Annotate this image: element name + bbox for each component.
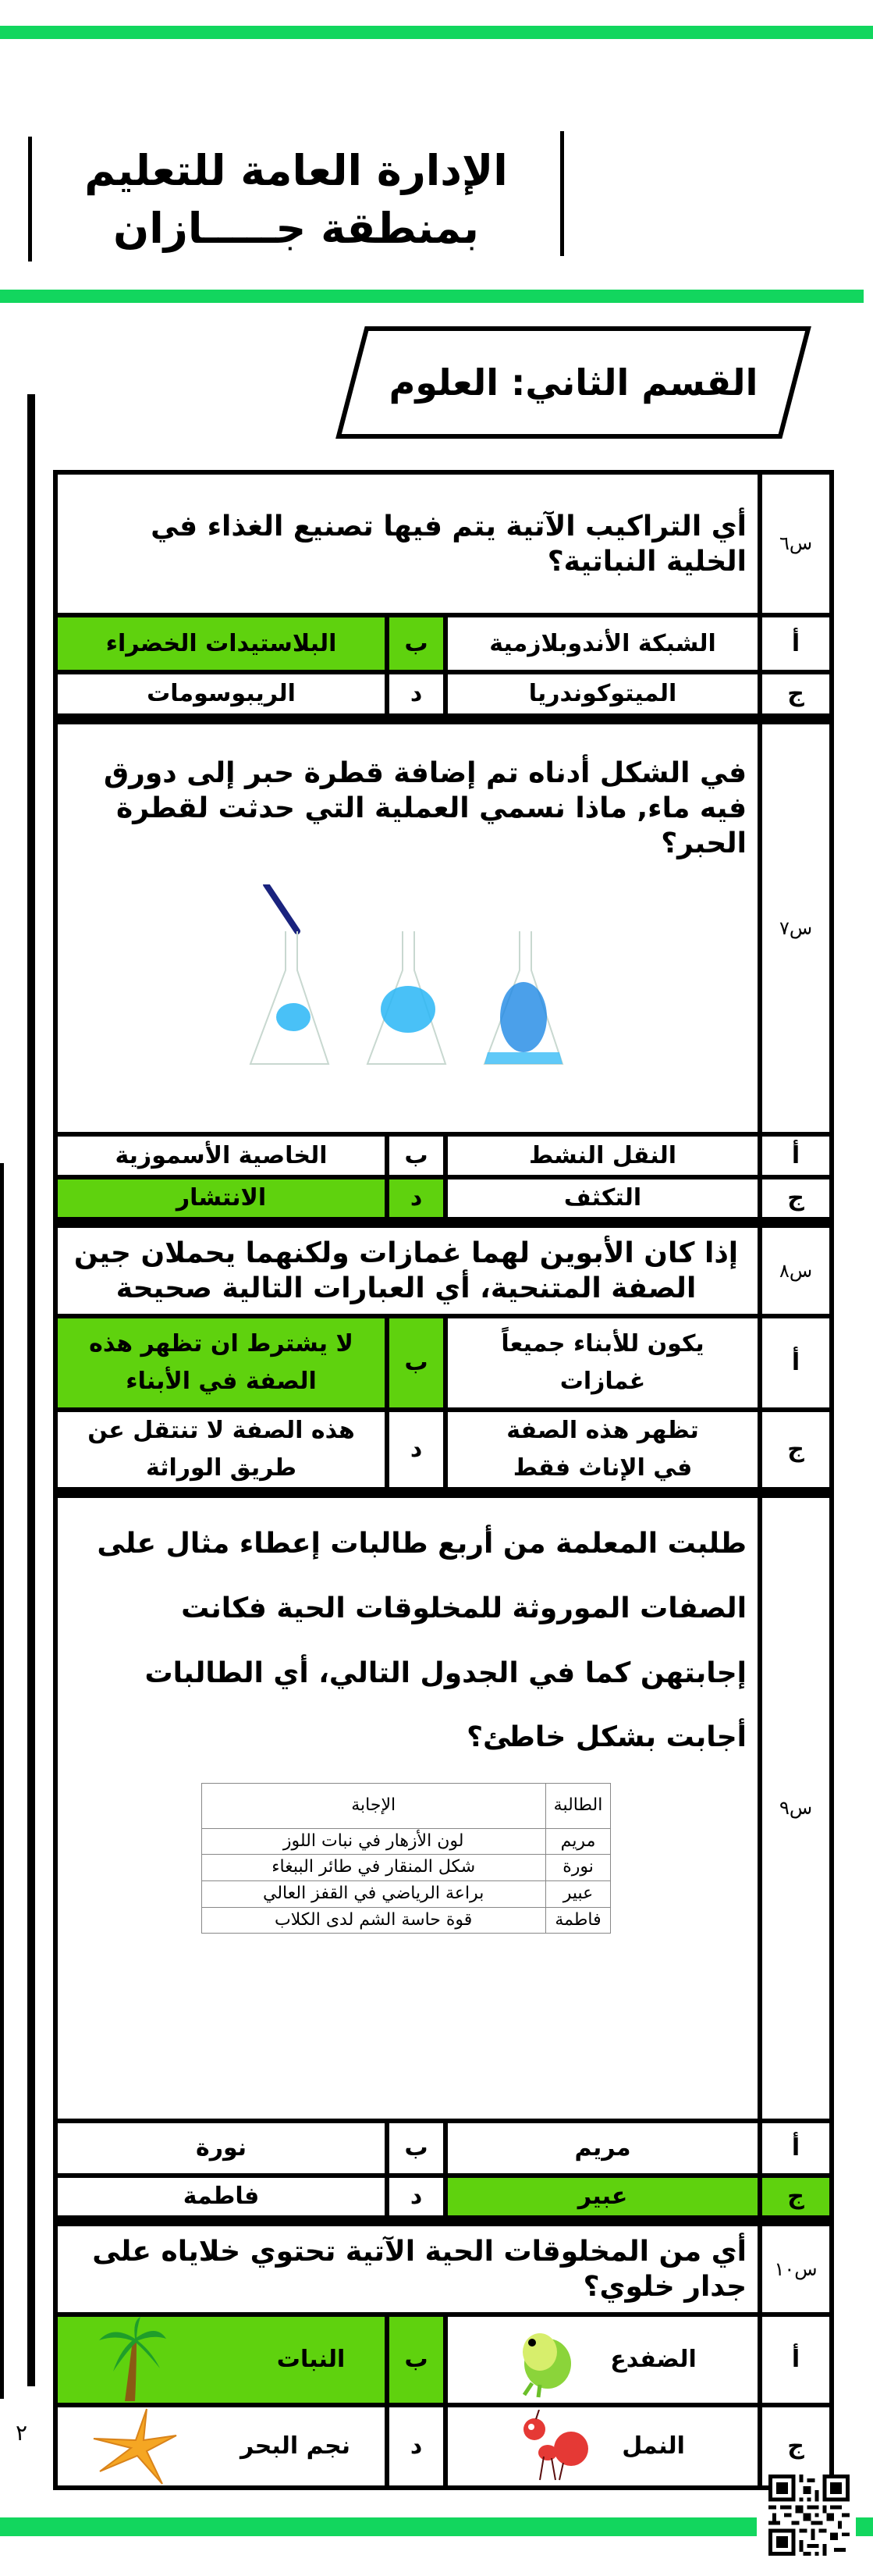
question-cell bbox=[55, 1493, 760, 2121]
option-letter: أ bbox=[760, 2314, 832, 2405]
option-letter: ج bbox=[760, 2176, 832, 2221]
option-letter: أ bbox=[760, 1134, 832, 1177]
student-name: مريم bbox=[545, 1828, 611, 1855]
ant-icon bbox=[520, 2410, 591, 2484]
question-number: س٧ bbox=[760, 719, 832, 1134]
options-row bbox=[55, 1410, 832, 1493]
header-right-divider bbox=[560, 131, 564, 256]
section-title-box bbox=[335, 324, 811, 441]
options-row bbox=[55, 2314, 832, 2405]
option-c[interactable]: التكثف bbox=[445, 1177, 760, 1222]
frog-icon bbox=[509, 2321, 579, 2399]
options-row bbox=[55, 2176, 832, 2221]
student-name: فاطمة bbox=[545, 1907, 611, 1934]
question-number: س٦ bbox=[760, 472, 832, 615]
question-row-9 bbox=[55, 1493, 832, 2121]
question-number: س٨ bbox=[760, 1222, 832, 1316]
options-row bbox=[55, 615, 832, 672]
student-answers-table bbox=[201, 1783, 612, 1934]
student-answer: لون الأزهار في نبات اللوز bbox=[201, 1828, 545, 1855]
column-header-answer: الإجابة bbox=[201, 1784, 545, 1829]
student-answer: شكل المنقار في طائر الببغاء bbox=[201, 1855, 545, 1881]
qr-code-icon[interactable] bbox=[768, 2473, 850, 2557]
top-green-bar bbox=[0, 26, 873, 39]
footer-green-bar bbox=[0, 2517, 757, 2536]
question-text: طلبت المعلمة من أربع طالبات إعطاء مثال على الصفات الموروثة للمخلوقات الحية فكانت إجابتهن كما في الجدول التالي، أي الطالبات أجابت بشكل خاطئ؟ bbox=[97, 1528, 747, 1754]
option-d[interactable]: هذه الصفة لا تنتقل عن طريق الوراثة bbox=[55, 1410, 387, 1493]
option-letter: ج bbox=[760, 672, 832, 719]
option-letter: ب bbox=[387, 615, 445, 672]
option-letter: ج bbox=[760, 1177, 832, 1222]
palm-tree-icon bbox=[98, 2317, 168, 2403]
question-row-6 bbox=[55, 472, 832, 615]
options-row bbox=[55, 1134, 832, 1177]
option-d[interactable]: فاطمة bbox=[55, 2176, 387, 2221]
option-a[interactable]: يكون للأبناء جميعاً غمازات bbox=[445, 1316, 760, 1410]
option-letter: ب bbox=[387, 2121, 445, 2176]
left-thick-rule bbox=[27, 394, 35, 2386]
option-letter: د bbox=[387, 1410, 445, 1493]
options-row bbox=[55, 672, 832, 719]
student-name: نورة bbox=[545, 1855, 611, 1881]
header-line-2: بمنطقة جـــــازان bbox=[113, 204, 479, 253]
option-letter: ب bbox=[387, 2314, 445, 2405]
option-letter: أ bbox=[760, 1316, 832, 1410]
student-table-row bbox=[201, 1855, 611, 1881]
option-c[interactable]: تظهر هذه الصفة في الإناث فقط bbox=[445, 1410, 760, 1493]
option-c[interactable]: الميتوكوندريا bbox=[445, 672, 760, 719]
options-row bbox=[55, 2405, 832, 2488]
student-answer: براعة الرياضي في القفز العالي bbox=[201, 1880, 545, 1907]
option-letter: ج bbox=[760, 1410, 832, 1493]
option-letter: د bbox=[387, 2405, 445, 2488]
header-green-bar bbox=[0, 290, 864, 303]
option-c[interactable] bbox=[445, 2405, 760, 2488]
section-title: القسم الثاني: العلوم bbox=[389, 361, 758, 404]
page-number: ٢ bbox=[16, 2420, 28, 2446]
option-b[interactable]: الخاصية الأسموزية bbox=[55, 1134, 387, 1177]
option-c-correct[interactable]: عبير bbox=[445, 2176, 760, 2221]
student-name: عبير bbox=[545, 1880, 611, 1907]
option-letter: د bbox=[387, 1177, 445, 1222]
left-thin-rule bbox=[0, 1163, 4, 2399]
option-a-label: الضفدع bbox=[610, 2346, 697, 2373]
student-table-header bbox=[201, 1784, 611, 1829]
question-cell bbox=[55, 719, 760, 1134]
flasks-image bbox=[243, 884, 570, 1087]
options-row bbox=[55, 1316, 832, 1410]
starfish-icon bbox=[92, 2407, 178, 2485]
question-text: إذا كان الأبوين لهما غمازات ولكنهما يحملان جين الصفة المتنحية، أي العبارات التالية صحيحة bbox=[55, 1222, 760, 1316]
option-letter: أ bbox=[760, 2121, 832, 2176]
question-text: أي التراكيب الآتية يتم فيها تصنيع الغذاء في الخلية النباتية؟ bbox=[55, 472, 760, 615]
question-number: س٩ bbox=[760, 1493, 832, 2121]
question-text: أي من المخلوقات الحية الآتية تحتوي خلاياه على جدار خلوي؟ bbox=[55, 2221, 760, 2314]
question-text: في الشكل أدناه تم إضافة قطرة حبر إلى دورق فيه ماء, ماذا نسمي العملية التي حدثت لقطرة الحبر؟ bbox=[103, 757, 747, 859]
column-header-student: الطالبة bbox=[545, 1784, 611, 1829]
question-row-8 bbox=[55, 1222, 832, 1316]
option-letter: د bbox=[387, 672, 445, 719]
questions-table bbox=[53, 470, 834, 2490]
option-b-correct[interactable]: البلاستيدات الخضراء bbox=[55, 615, 387, 672]
options-row bbox=[55, 1177, 832, 1222]
question-row-10 bbox=[55, 2221, 832, 2314]
option-d[interactable]: الريبوسومات bbox=[55, 672, 387, 719]
option-b-correct[interactable]: لا يشترط ان تظهر هذه الصفة في الأبناء bbox=[55, 1316, 387, 1410]
option-d-correct[interactable]: الانتشار bbox=[55, 1177, 387, 1222]
option-b-label: النبات bbox=[276, 2346, 346, 2373]
option-a[interactable]: مريم bbox=[445, 2121, 760, 2176]
question-row-7 bbox=[55, 719, 832, 1134]
option-d-label: نجم البحر bbox=[240, 2432, 350, 2460]
student-table-row bbox=[201, 1828, 611, 1855]
option-b-correct[interactable] bbox=[55, 2314, 387, 2405]
option-b[interactable]: نورة bbox=[55, 2121, 387, 2176]
option-a[interactable]: النقل النشط bbox=[445, 1134, 760, 1177]
option-letter: أ bbox=[760, 615, 832, 672]
option-d[interactable] bbox=[55, 2405, 387, 2488]
student-answer: قوة حاسة الشم لدى الكلاب bbox=[201, 1907, 545, 1934]
ink-diffusion-figure bbox=[66, 884, 747, 1087]
footer-green-bar-right bbox=[856, 2517, 873, 2536]
options-row bbox=[55, 2121, 832, 2176]
option-a[interactable]: الشبكة الأندوبلازمية bbox=[445, 615, 760, 672]
option-c-label: النمل bbox=[622, 2432, 685, 2460]
option-letter: ب bbox=[387, 1134, 445, 1177]
option-a[interactable] bbox=[445, 2314, 760, 2405]
option-letter: ب bbox=[387, 1316, 445, 1410]
question-number: س١٠ bbox=[760, 2221, 832, 2314]
student-table-row bbox=[201, 1880, 611, 1907]
option-letter: د bbox=[387, 2176, 445, 2221]
student-table-row bbox=[201, 1907, 611, 1934]
option-letter: ج bbox=[760, 2405, 832, 2488]
header-title bbox=[32, 141, 560, 258]
header-line-1: الإدارة العامة للتعليم bbox=[84, 146, 508, 195]
